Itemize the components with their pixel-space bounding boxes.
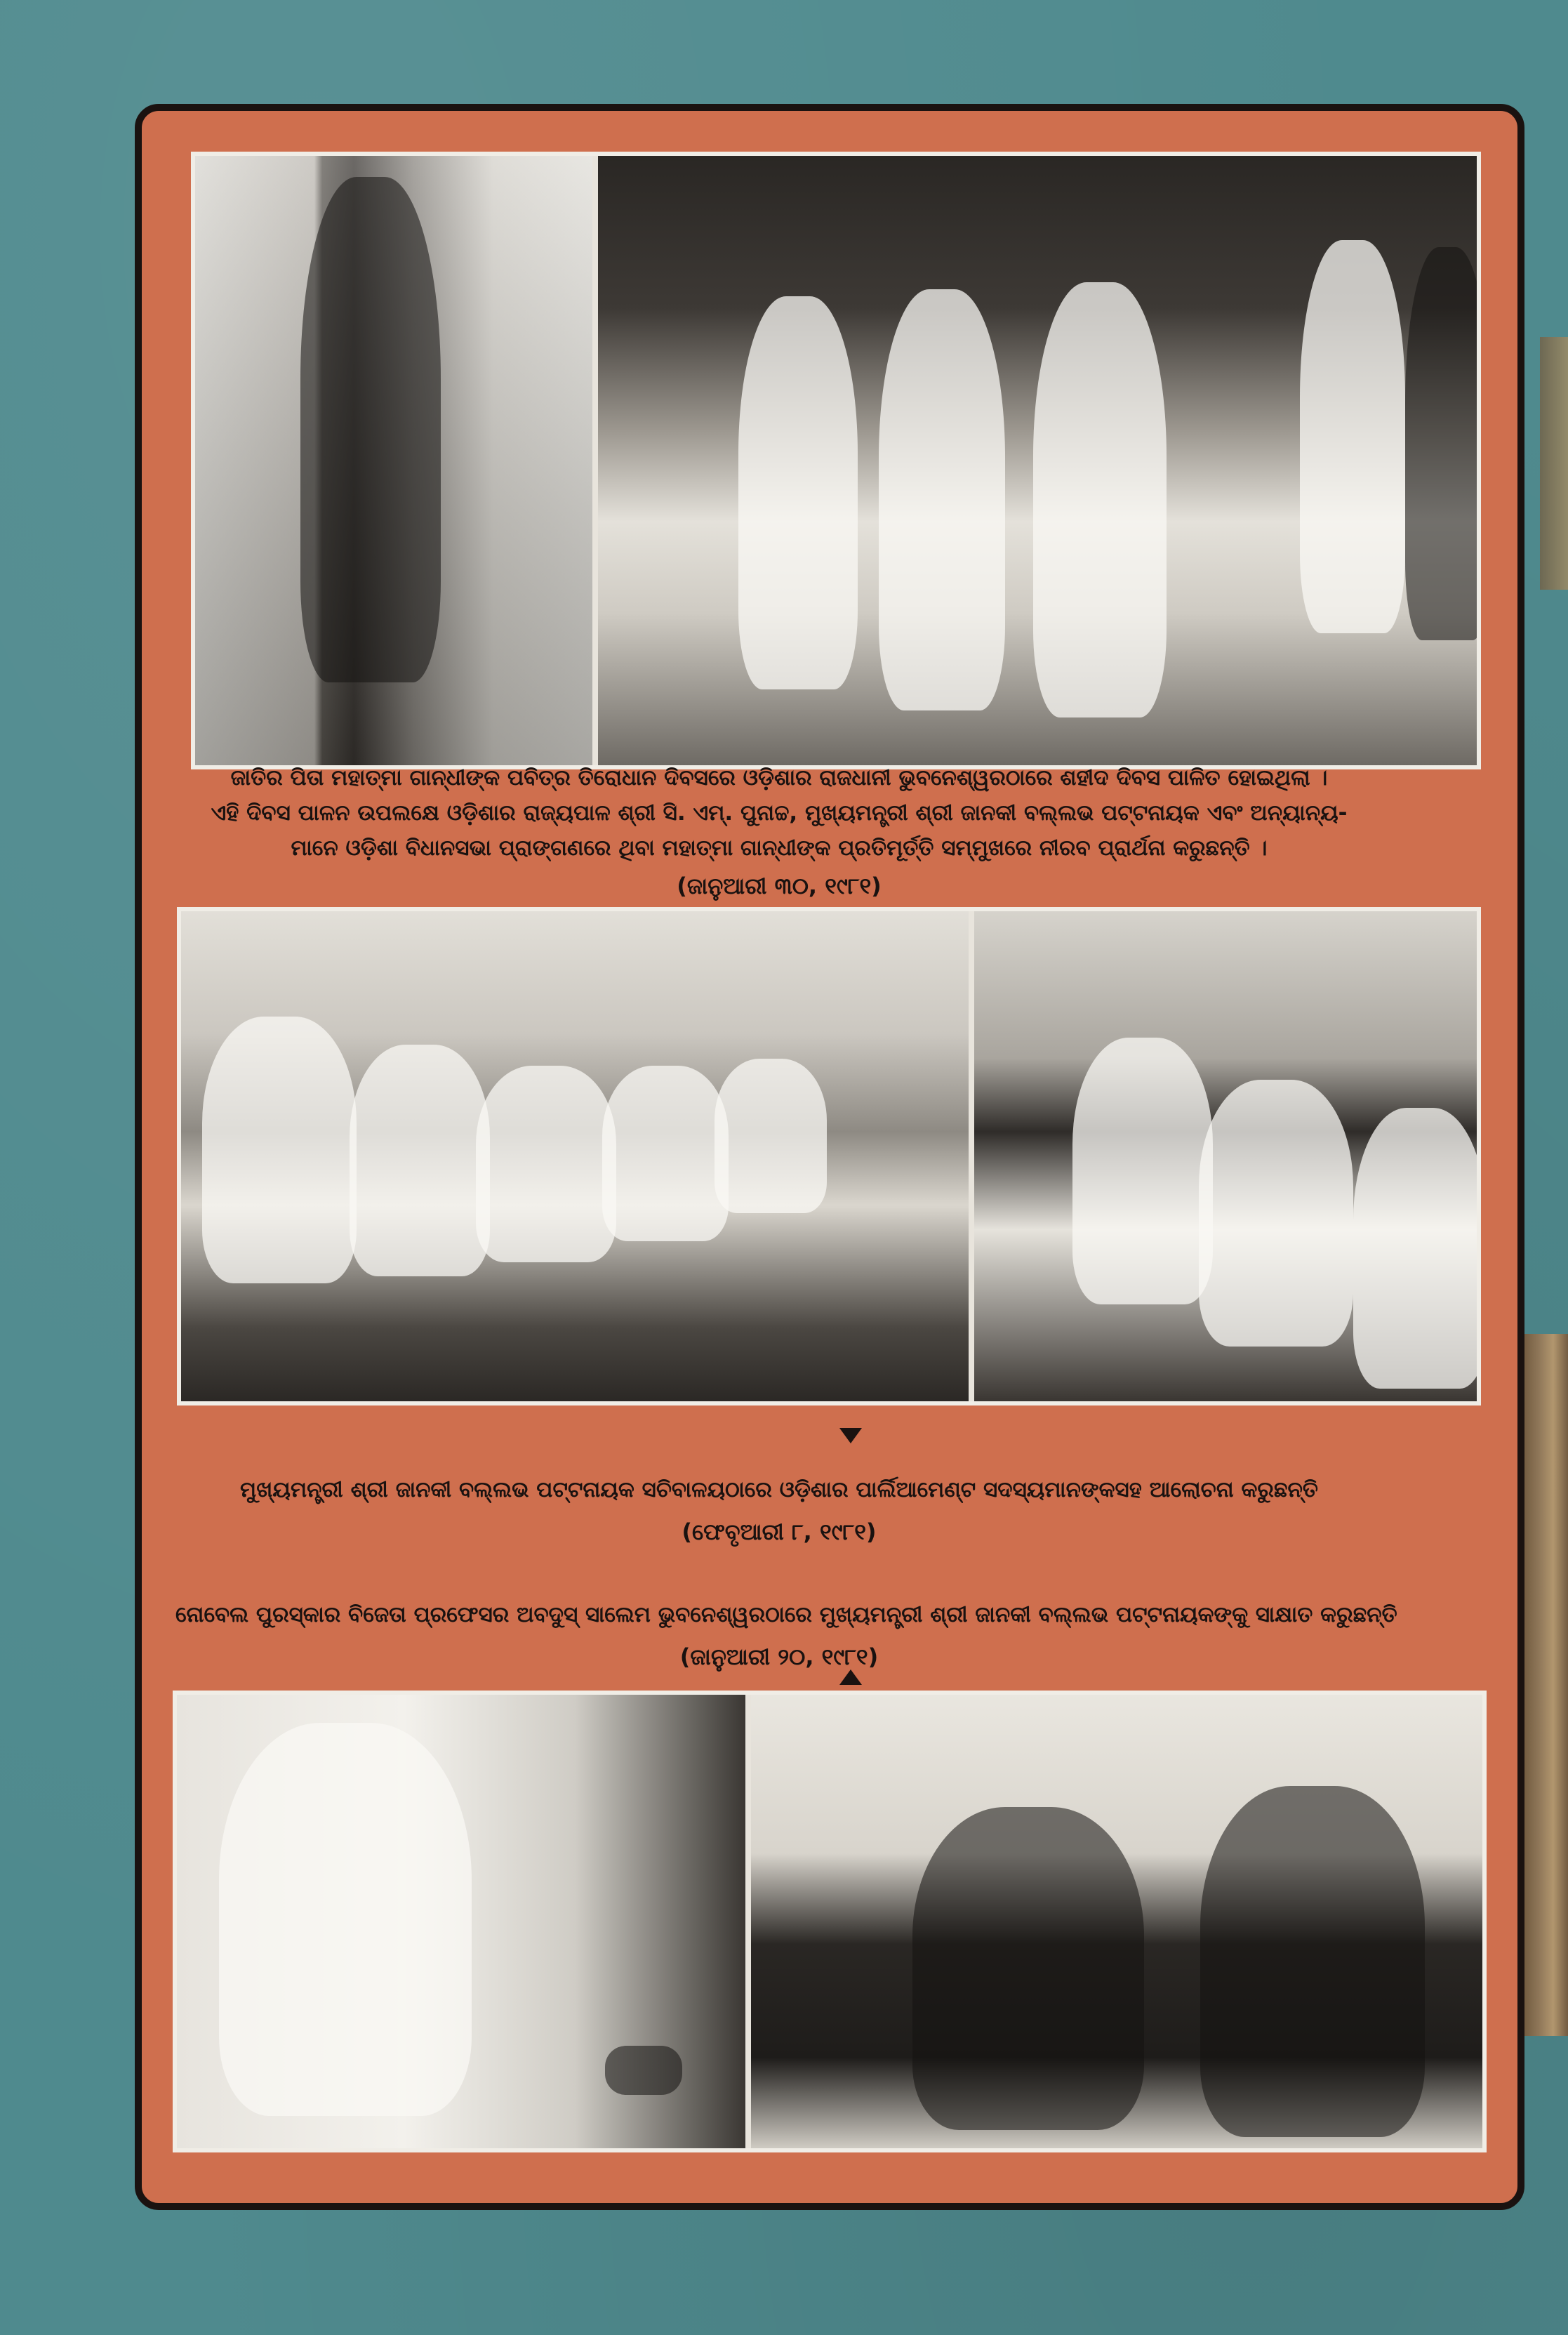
caption-meeting: ମୁଖ୍ୟମନ୍ତ୍ରୀ ଶ୍ରୀ ଜାନକୀ ବଲ୍ଲଭ ପଟ୍ଟନାୟକ ସଚିବାଳୟଠାରେ ଓଡ଼ିଶାର ପାର୍ଲିଆମେଣ୍ଟ ସଦସ୍ୟମାନଙ୍କସହ ଆଲୋଚନା କରୁଛନ୍ତି bbox=[240, 1477, 1318, 1502]
triangle-up-icon bbox=[839, 1669, 862, 1685]
person-companion bbox=[1200, 1786, 1425, 2137]
photo-meeting-right bbox=[974, 911, 1477, 1401]
caption-gandhi-line-3: ମାନେ ଓଡ଼ିଶା ବିଧାନସଭା ପ୍ରାଙ୍ଗଣରେ ଥିବା ମହାତ୍ମା ଗାନ୍ଧୀଙ୍କ ପ୍ରତିମୂର୍ତ୍ତି ସମ୍ମୁଖରେ ନୀରବ ପ୍ରାର୍ଥନା କରୁଛନ୍ତି । bbox=[291, 835, 1268, 861]
person-seated-1 bbox=[202, 1017, 357, 1283]
torn-edge-top bbox=[1540, 337, 1568, 590]
torn-edge bbox=[1519, 1334, 1568, 2036]
caption-gandhi-date: (ଜାନୁଆରୀ ୩୦, ୧୯୮୧) bbox=[677, 873, 882, 899]
person-seated-2 bbox=[350, 1045, 490, 1276]
photo-gandhi-day bbox=[191, 152, 1481, 769]
photo-meeting-left bbox=[181, 911, 969, 1401]
person-official bbox=[1033, 282, 1167, 717]
telephone-icon bbox=[605, 2046, 682, 2095]
photo-statue-half bbox=[195, 156, 592, 765]
statue-figure bbox=[300, 177, 441, 682]
photo-mp-meeting bbox=[177, 907, 1481, 1405]
caption-salam-date: (ଜାନୁଆରୀ ୨୦, ୧୯୮୧) bbox=[679, 1643, 879, 1670]
person-crowd-member bbox=[1300, 240, 1405, 633]
person-seated-3 bbox=[476, 1066, 616, 1262]
person-official bbox=[1199, 1080, 1353, 1347]
caption-meeting-date: (ଫେବୃଆରୀ ୮, ୧୯୮୧) bbox=[682, 1519, 877, 1545]
person-crowd-member-dark bbox=[1405, 247, 1481, 640]
caption-salam: ନୋବେଲ ପୁରସ୍କାର ବିଜେତା ପ୍ରଫେସର ଅବଦୁସ୍ ସାଲେମ ଭୁବନେଶ୍ୱରଠାରେ ମୁଖ୍ୟମନ୍ତ୍ରୀ ଶ୍ରୀ ଜାନକୀ ବଲ୍ଲଭ ପଟ୍ଟନାୟକଙ୍କୁ ସାକ୍ଷାତ କରୁଛନ୍ତି bbox=[175, 1602, 1397, 1627]
person-official-2 bbox=[1353, 1108, 1481, 1389]
person-chief-minister bbox=[879, 289, 1005, 710]
photo-salam-left bbox=[177, 1695, 745, 2148]
photo-divider bbox=[969, 911, 974, 1401]
person-professor-salam bbox=[912, 1807, 1144, 2130]
person-chief-minister bbox=[219, 1723, 472, 2116]
photo-divider bbox=[745, 1695, 751, 2148]
person-governor bbox=[738, 296, 858, 689]
person-chief-minister bbox=[1072, 1038, 1213, 1304]
person-seated-5 bbox=[715, 1059, 827, 1213]
person-seated-4 bbox=[602, 1066, 729, 1241]
caption-gandhi-line-2: ଏହି ଦିବସ ପାଳନ ଉପଲକ୍ଷେ ଓଡ଼ିଶାର ରାଜ୍ୟପାଳ ଶ୍ରୀ ସି. ଏମ୍. ପୁନାଚ୍ଚ, ମୁଖ୍ୟମନ୍ତ୍ରୀ ଶ୍ରୀ ଜାନକୀ ବଲ୍ଲଭ ପଟ୍ଟନାୟକ ଏବଂ ଅନ୍ୟାନ୍ୟ- bbox=[211, 800, 1348, 826]
photo-divider bbox=[592, 156, 598, 765]
caption-gandhi-line-1: ଜାତିର ପିତା ମହାତ୍ମା ଗାନ୍ଧୀଙ୍କ ପବିତ୍ର ତିରୋଧାନ ଦିବସରେ ଓଡ଼ିଶାର ରାଜଧାନୀ ଭୁବନେଶ୍ୱରଠାରେ ଶହୀଦ ଦିବସ ପାଳିତ ହୋଇଥିଲା । bbox=[230, 765, 1328, 791]
photo-dignitaries-half bbox=[598, 156, 1477, 765]
photo-salam-visit bbox=[173, 1691, 1487, 2152]
photo-salam-right bbox=[751, 1695, 1482, 2148]
triangle-down-icon bbox=[839, 1428, 862, 1443]
